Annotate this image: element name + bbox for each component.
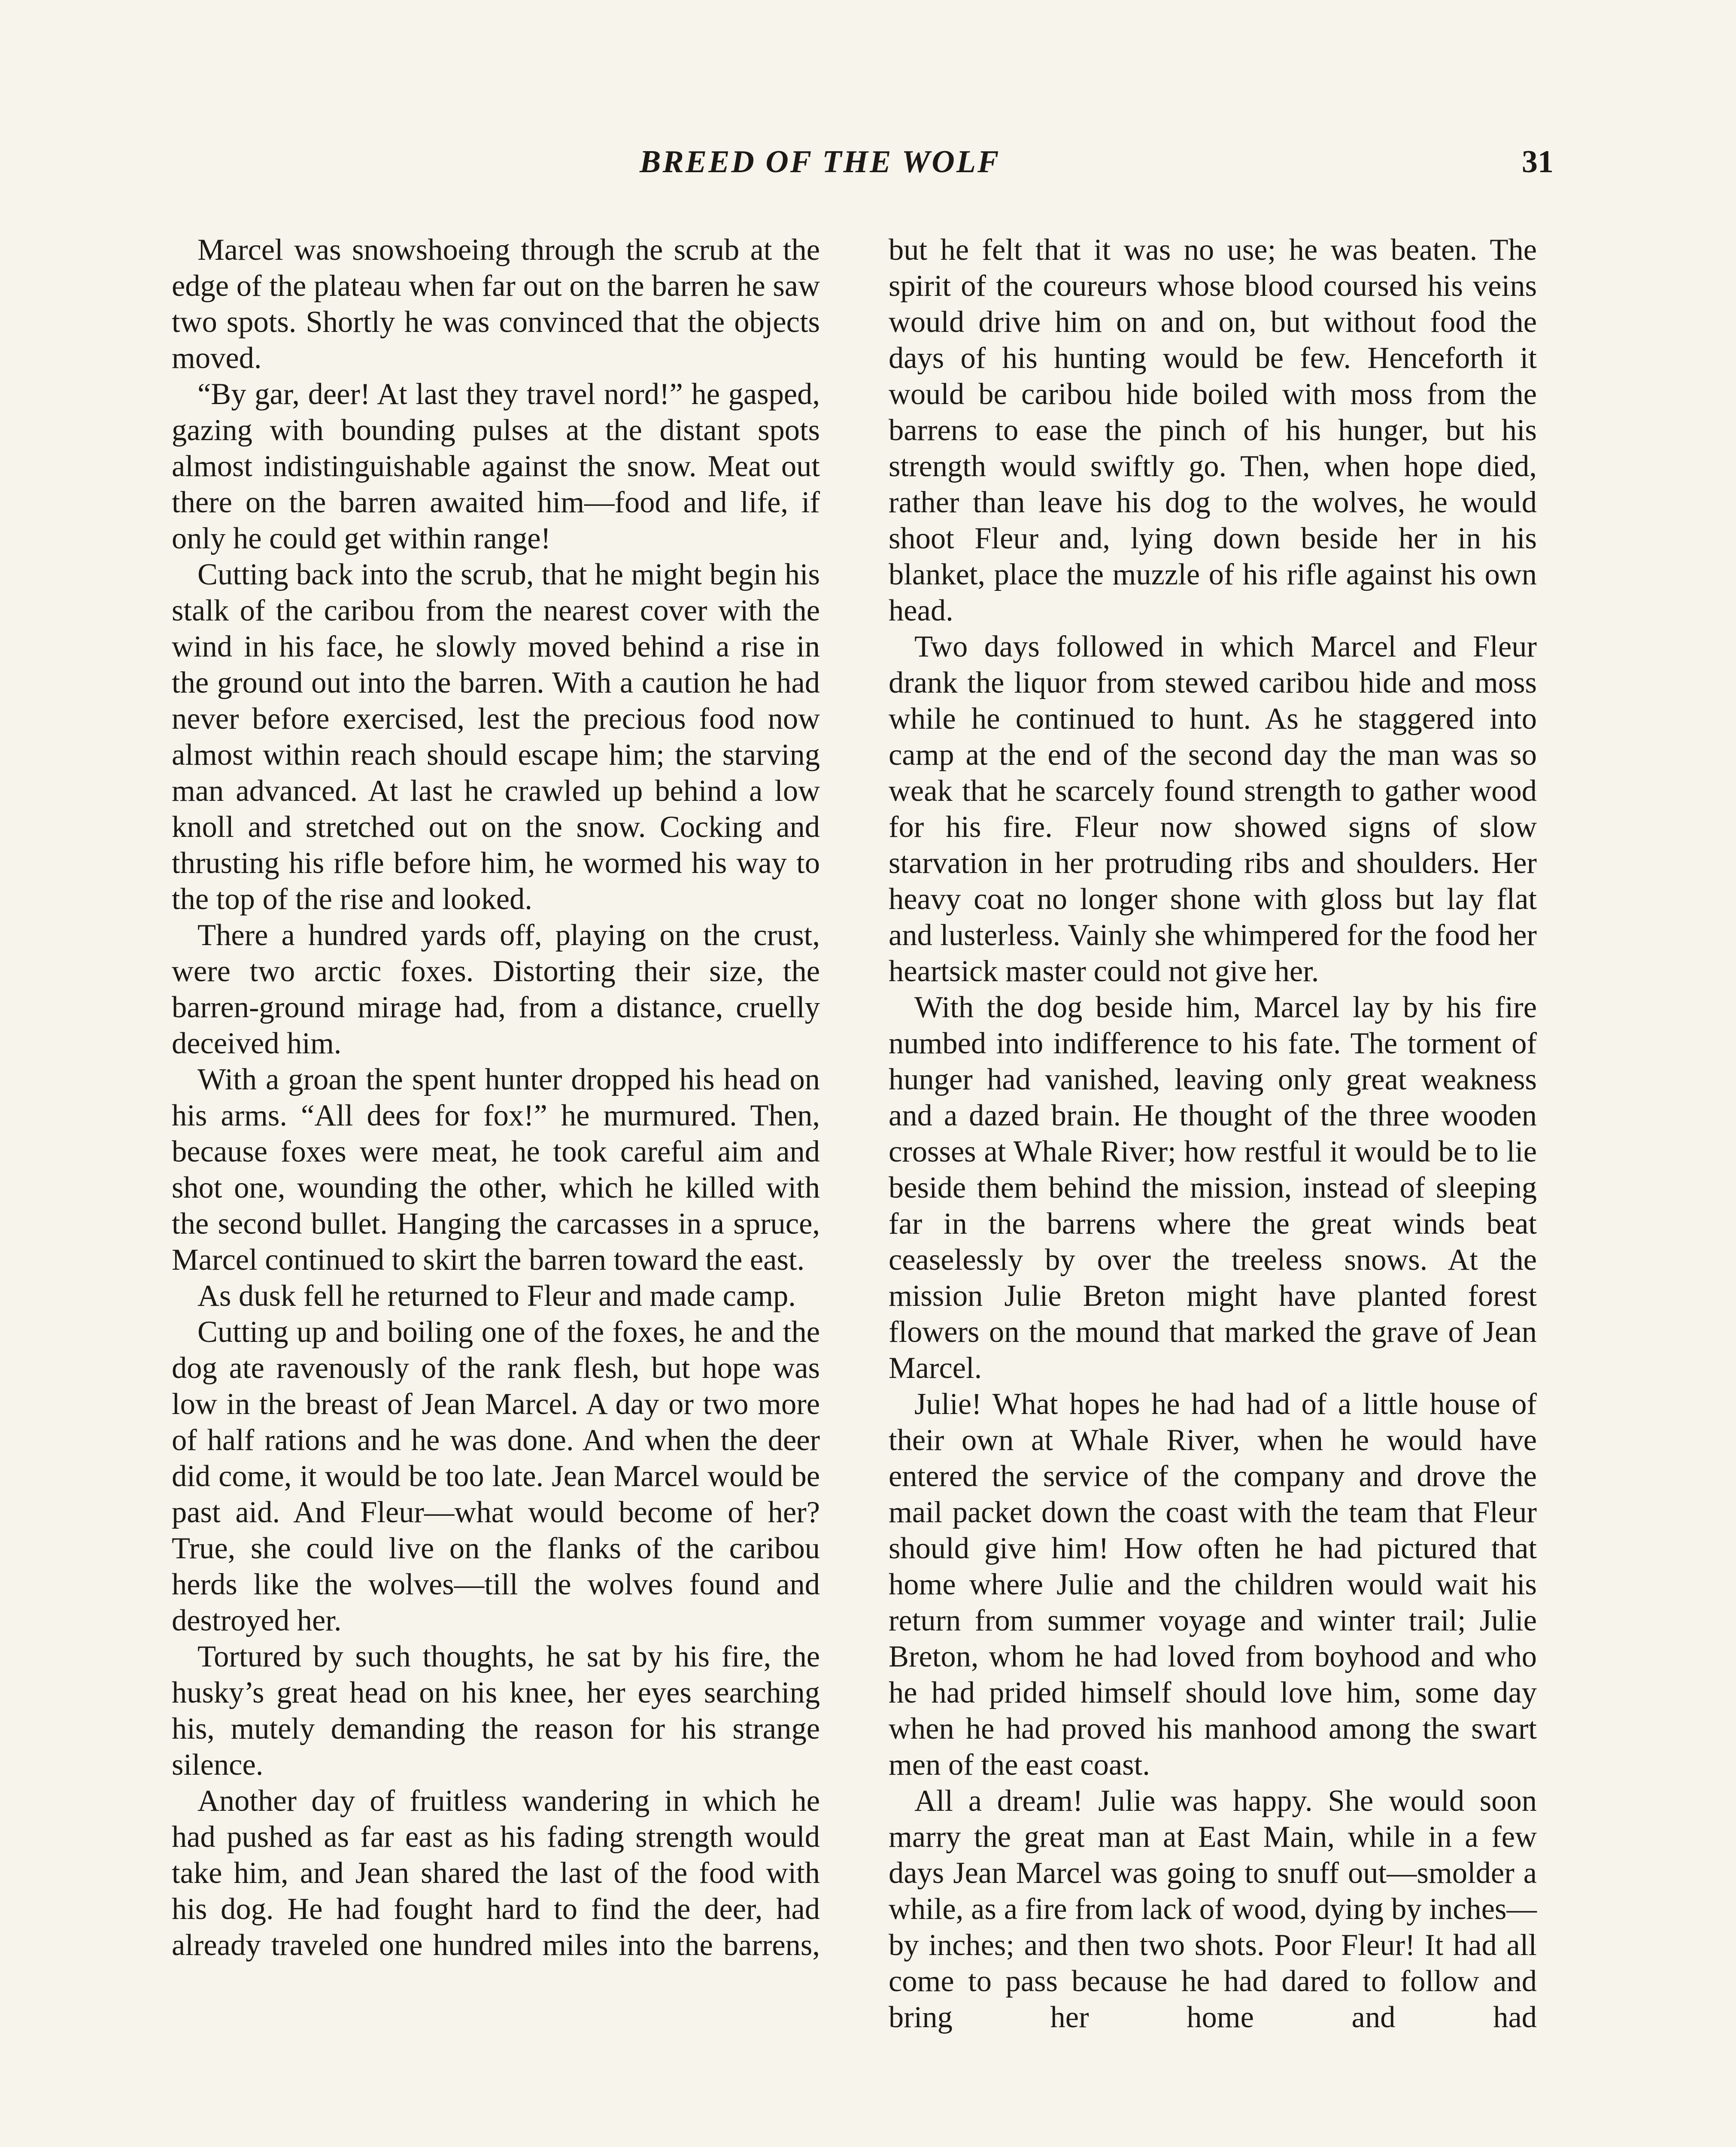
paragraph: With a groan the spent hunter dropped his head on his arms. “All dees for fox!” he murmured. Then, because foxes were meat, he took careful aim and shot one, wounding the other, which he killed with the second bullet. Hanging the carcasses in a spruce, Marcel continued to skirt the barren toward the east. [172,1063,820,1277]
paragraph: All a dream! Julie was happy. She would soon marry the great man at East Main, while in a few days Jean Marcel was going to snuff out—smolder a while, as a fire from lack of wood, dying by inches—by inches; and then two shots. Poor Fleur! It had all come to pass because he had dared to follow and bring her home and had [889,1784,1537,2034]
paragraph: With the dog beside him, Marcel lay by his fire numbed into indifference to his fate. The torment of hunger had vanished, leaving only great weakness and a dazed brain. He thought of the three wooden crosses at Whale River; how restful it would be to lie beside them behind the mission, instead of sleeping far in the barrens where the great winds beat ceaselessly by over the treeless snows. At the mission Julie Breton might have planted forest flowers on the mound that marked the grave of Jean Marcel. [889,991,1537,1385]
paragraph: but he felt that it was no use; he was beaten. The spirit of the coureurs whose blood coursed his veins would drive him on and on, but without food the days of his hunting would be few. Henceforth it would be caribou hide boiled with moss from the barrens to ease the pinch of his hunger, but his strength would swiftly go. Then, when hope died, rather than leave his dog to the wolves, he would shoot Fleur and, lying down beside her in his blanket, place the muzzle of his rifle against his own head. [889,233,1537,627]
paragraph: Julie! What hopes he had had of a little house of their own at Whale River, when he would have entered the service of the company and drove the mail packet down the coast with the team that Fleur should give him! How often he had pictured that home where Julie and the children would wait his return from summer voyage and winter trail; Julie Breton, whom he had loved from boyhood and who he had prided himself should love him, some day when he had proved his manhood among the swart men of the east coast. [889,1387,1537,1782]
paragraph: There a hundred yards off, playing on the crust, were two arctic foxes. Distorting their size, the barren-ground mirage had, from a distance, cruelly deceived him. [172,918,820,1060]
paragraph: Cutting up and boiling one of the foxes, he and the dog ate ravenously of the rank flesh, but hope was low in the breast of Jean Marcel. A day or two more of half rations and he was done. And when the deer did come, it would be too late. Jean Marcel would be past aid. And Fleur—what would become of her? True, she could live on the flanks of the caribou herds like the wolves—till the wolves found and destroyed her. [172,1315,820,1637]
paragraph: “By gar, deer! At last they travel nord!” he gasped, gazing with bounding pulses at the distant spots almost indistinguishable against the snow. Meat out there on the barren awaited him—food and life, if only he could get within range! [172,377,820,555]
page-number: 31 [1522,144,1554,179]
running-head: BREED OF THE WOLF [640,144,1001,179]
paragraph: Another day of fruitless wandering in which he had pushed as far east as his fading strength would take him, and Jean shared the last of the food with his dog. He had fought hard to find the deer, had already traveled one hundred miles into the barrens, [172,1784,820,1962]
right-column [889,232,1537,2035]
left-column [172,232,820,1963]
paragraph: Marcel was snowshoeing through the scrub at the edge of the plateau when far out on the barren he saw two spots. Shortly he was convinced that the objects moved. [172,233,820,375]
paragraph: Cutting back into the scrub, that he might begin his stalk of the caribou from the nearest cover with the wind in his face, he slowly moved behind a rise in the ground out into the barren. With a caution he had never before exercised, lest the precious food now almost within reach should escape him; the starving man advanced. At last he crawled up behind a low knoll and stretched out on the snow. Cocking and thrusting his rifle before him, he wormed his way to the top of the rise and looked. [172,558,820,916]
paragraph: Two days followed in which Marcel and Fleur drank the liquor from stewed caribou hide and moss while he continued to hunt. As he staggered into camp at the end of the second day the man was so weak that he scarcely found strength to gather wood for his fire. Fleur now showed signs of slow starvation in her protruding ribs and shoulders. Her heavy coat no longer shone with gloss but lay flat and lusterless. Vainly she whimpered for the food her heartsick master could not give her. [889,630,1537,988]
paragraph: Tortured by such thoughts, he sat by his fire, the husky’s great head on his knee, her eyes searching his, mutely demanding the reason for his strange silence. [172,1640,820,1782]
paragraph: As dusk fell he returned to Fleur and made camp. [197,1279,796,1313]
